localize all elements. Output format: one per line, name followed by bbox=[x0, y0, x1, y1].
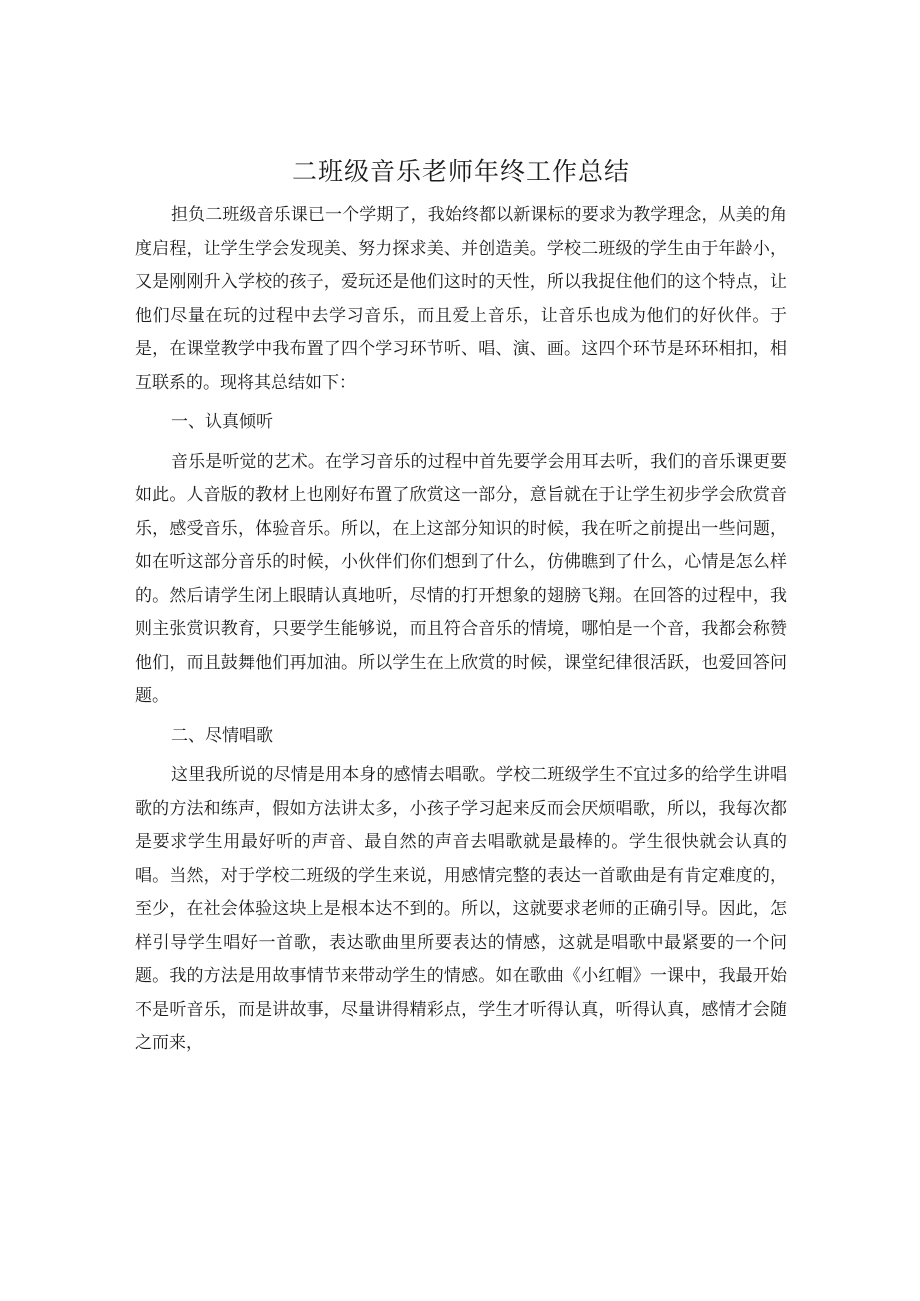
intro-paragraph: 担负二班级音乐课已一个学期了，我始终都以新课标的要求为教学理念，从美的角度启程，让学生学会发现美、努力探求美、并创造美。学校二班级的学生由于年龄小，又是刚刚升入学校的孩子，爱玩还是他们这时的天性，所以我捉住他们的这个特点，让他们尽量在玩的过程中去学习音乐，而且爱上音乐，让音乐也成为他们的好伙伴。于是，在课堂教学中我布置了四个学习环节听、唱、演、画。这四个环节是环环相扣，相互联系的。现将其总结如下： bbox=[135, 205, 787, 393]
section-heading-singing: 二、尽情唱歌 bbox=[171, 725, 273, 746]
document-page bbox=[135, 155, 787, 1061]
section-heading-listening: 一、认真倾听 bbox=[171, 412, 273, 432]
section-body-listening: 音乐是听觉的艺术。在学习音乐的过程中首先要学会用耳去听，我们的音乐课更要如此。人音版的教材上也刚好布置了欣赏这一部分，意旨就在于让学生初步学会欣赏音乐，感受音乐，体验音乐。所以，在上这部分知识的时候，我在听之前提出一些问题，如在听这部分音乐的时候，小伙伴们你们想到了什么，仿佛瞧到了什么，心情是怎么样的。然后请学生闭上眼睛认真地听，尽情的打开想象的翅膀飞翔。在回答的过程中，我则主张赏识教育，只要学生能够说，而且符合音乐的情境，哪怕是一个音，我都会称赞他们，而且鼓舞他们再加油。所以学生在上欣赏的时候，课堂纪律很活跃，也爱回答问题。 bbox=[135, 451, 787, 706]
section-body-singing: 这里我所说的尽情是用本身的感情去唱歌。学校二班级学生不宜过多的给学生讲唱歌的方法和练声，假如方法讲太多，小孩子学习起来反而会厌烦唱歌，所以，我每次都是要求学生用最好听的声音、最自然的声音去唱歌就是最棒的。学生很快就会认真的唱。当然，对于学校二班级的学生来说，用感情完整的表达一首歌曲是有肯定难度的，至少，在社会体验这块上是根本达不到的。所以，这就要求老师的正确引导。因此，怎样引导学生唱好一首歌，表达歌曲里所要表达的情感，这就是唱歌中最紧要的一个问题。我的方法是用故事情节来带动学生的情感。如在歌曲《小红帽》一课中，我最开始不是听音乐，而是讲故事，尽量讲得精彩点，学生才听得认真，听得认真，感情才会随之而来， bbox=[135, 765, 787, 1053]
document-title: 二班级音乐老师年终工作总结 bbox=[291, 157, 630, 186]
